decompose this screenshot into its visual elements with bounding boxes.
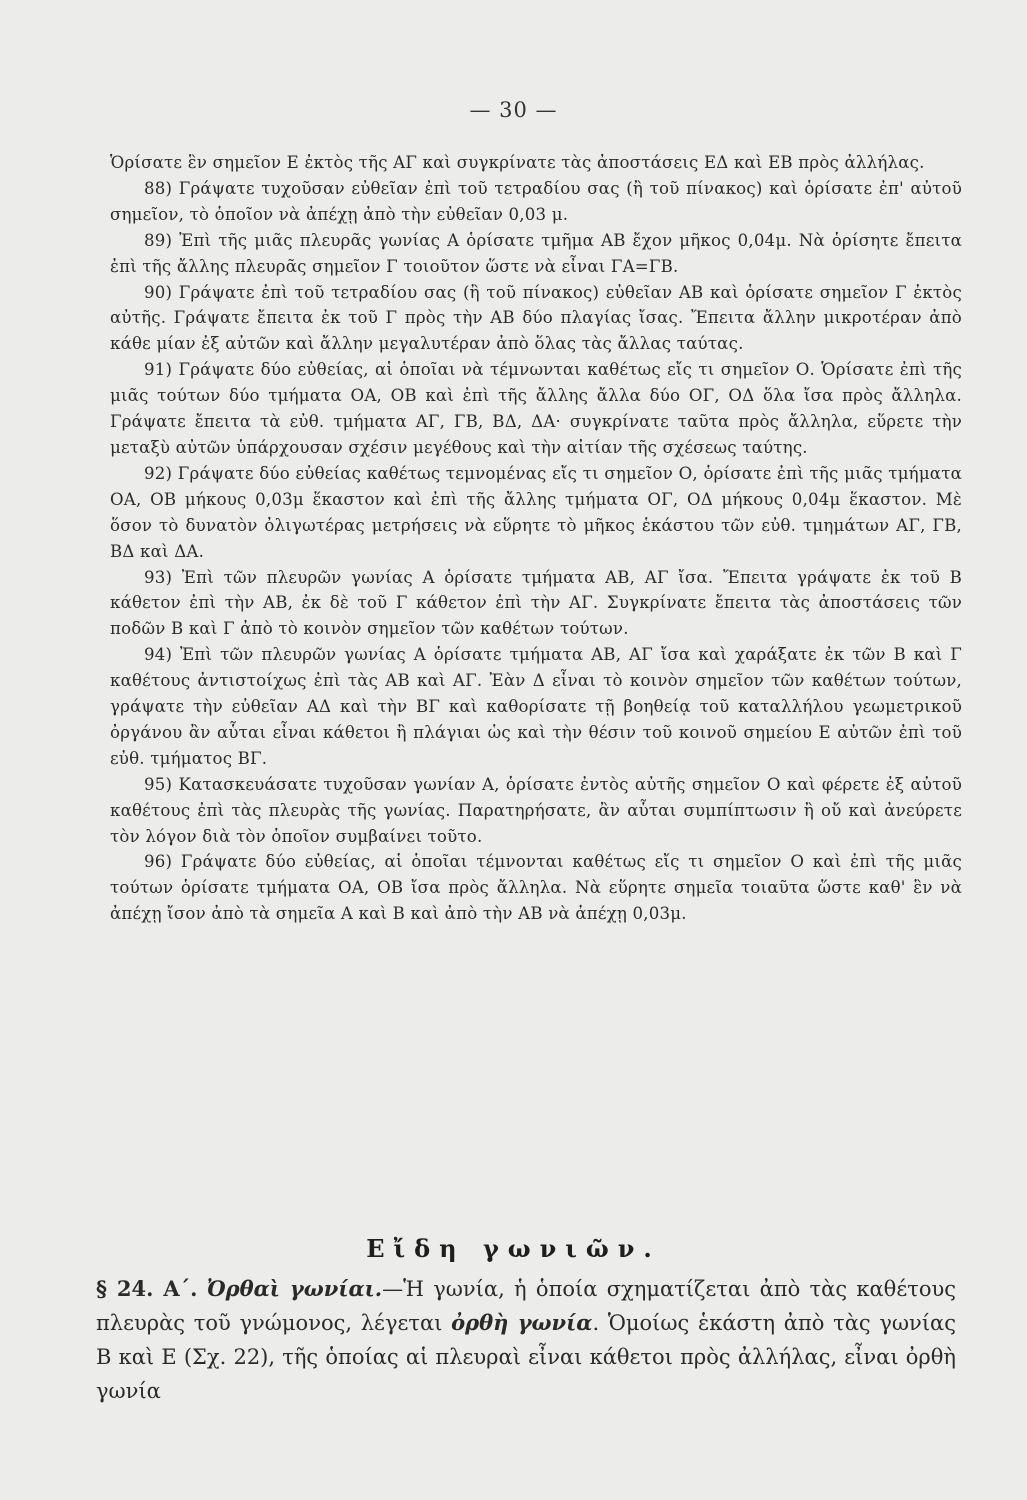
exercise-90: 90) Γράψατε ἐπὶ τοῦ τετραδίου σας (ἢ τοῦ πίνακος) εὐθεῖαν ΑΒ καὶ ὁρίσατε σημεῖον Γ ἐκτὸς αὐτῆς. Γράψατε ἔπειτα ἐκ τοῦ Γ πρὸς τὴν ΑΒ δύο πλαγίας ἴσας. Ἔπειτα ἄλλην μικροτέραν ἀπὸ κάθε μίαν ἐξ αὐτῶν καὶ ἄλλην μεγαλυτέραν ἀπὸ ὅλας τὰς ἄλλας ταύτας.: [110, 282, 962, 354]
exercise-88: 88) Γράψατε τυχοῦσαν εὐθεῖαν ἐπὶ τοῦ τετραδίου σας (ἢ τοῦ πίνακος) καὶ ὁρίσατε ἐπ' αὐτοῦ σημεῖον, τὸ ὁποῖον νὰ ἀπέχῃ ἀπὸ τὴν εὐθεῖαν 0,03 μ.: [110, 178, 962, 224]
section-term: ὀρθὴ γωνία: [451, 1310, 593, 1335]
section-text-1: —Ἡ γωνία, ἡ ὁποία σχηματίζεται ἀπὸ τὰς καθέτους πλευρὰς τοῦ γνώμονος, λέγεται: [96, 1277, 956, 1335]
exercise-91: 91) Γράψατε δύο εὐθείας, αἱ ὁποῖαι νὰ τέμνωνται καθέτως εἴς τι σημεῖον Ο. Ὁρίσατε ἐπὶ τῆς μιᾶς τούτων δύο τμήματα ΟΑ, ΟΒ καὶ ἐπὶ τῆς ἄλλης ἄλλα δύο ΟΓ, ΟΔ ὅλα ἴσα πρὸς ἄλληλα. Γράψατε ἔπειτα τὰ εὐθ. τμήματα ΑΓ, ΓΒ, ΒΔ, ΔΑ· συγκρίνατε ταῦτα πρὸς ἄλληλα, εὕρετε τὴν μεταξὺ αὐτῶν ὑπάρχουσαν σχέσιν μεγέθους καὶ τὴν αἰτίαν τῆς σχέσεως ταύτης.: [110, 360, 962, 457]
section-title: Ὀρθαὶ γωνίαι.: [206, 1276, 383, 1301]
exercise-95: 95) Κατασκευάσατε τυχοῦσαν γωνίαν Α, ὁρίσατε ἐντὸς αὐτῆς σημεῖον Ο καὶ φέρετε ἐξ αὐτοῦ καθέτους ἐπὶ τὰς πλευρὰς τῆς γωνίας. Παρατηρήσατε, ἂν αὗται συμπίπτωσιν ἢ οὔ καὶ ἀνεύρετε τὸν λόγον διὰ τὸν ὁποῖον συμβαίνει τοῦτο.: [110, 774, 962, 846]
exercise-94: 94) Ἐπὶ τῶν πλευρῶν γωνίας Α ὁρίσατε τμήματα ΑΒ, ΑΓ ἴσα καὶ χαράξατε ἐκ τῶν Β καὶ Γ καθέτους ἀντιστοίχως ἐπὶ τὰς ΑΒ καὶ ΑΓ. Ἐὰν Δ εἶναι τὸ κοινὸν σημεῖον τῶν καθέτων τούτων, γράψατε τὴν εὐθεῖαν ΑΔ καὶ τὴν ΒΓ καὶ καθορίσατε τῇ βοηθείᾳ τοῦ καταλλήλου γεωμετρικοῦ ὀργάνου ἂν αὗται εἶναι κάθετοι ἢ πλάγιαι ὡς καὶ τὴν θέσιν τοῦ κοινοῦ σημείου Ε αὐτῶν ἐπὶ τοῦ εὐθ. τμήματος ΒΓ.: [110, 645, 962, 768]
page-number: — 30 —: [469, 98, 558, 122]
exercise-paragraph: Ὁρίσατε ἓν σημεῖον Ε ἐκτὸς τῆς ΑΓ καὶ συγκρίνατε τὰς ἀποστάσεις ΕΔ καὶ ΕΒ πρὸς ἀλλήλας.: [110, 153, 925, 172]
section-paragraph: [96, 1272, 956, 1408]
exercise-list: [110, 150, 962, 927]
section-text-2: . Ὁμοίως ἑκάστη ἀπὸ τὰς γωνίας Β καὶ Ε (Σχ. 22), τῆς ὁποίας αἱ πλευραὶ εἶναι κάθετοι πρὸς ἀλλήλας, εἶναι ὀρθὴ γωνία: [96, 1311, 956, 1403]
exercise-92: 92) Γράψατε δύο εὐθείας καθέτως τεμνομένας εἴς τι σημεῖον Ο, ὁρίσατε ἐπὶ τῆς μιᾶς τμήματα ΟΑ, ΟΒ μήκους 0,03μ ἕκαστον καὶ ἐπὶ τῆς ἄλλης τμήματα ΟΓ, ΟΔ μήκους 0,04μ ἕκαστον. Μὲ ὅσον τὸ δυνατὸν ὀλιγωτέρας μετρήσεις νὰ εὕρητε τὸ μῆκος ἑκάστου τῶν εὐθ. τμημάτων ΑΓ, ΓΒ, ΒΔ καὶ ΔΑ.: [110, 463, 962, 561]
exercise-93: 93) Ἐπὶ τῶν πλευρῶν γωνίας Α ὁρίσατε τμήματα ΑΒ, ΑΓ ἴσα. Ἔπειτα γράψατε ἐκ τοῦ Β κάθετον ἐπὶ τὴν ΑΒ, ἐκ δὲ τοῦ Γ κάθετον ἐπὶ τὴν ΑΓ. Συγκρίνατε ἔπειτα τὰς ἀποστάσεις τῶν ποδῶν Β καὶ Γ ἀπὸ τὸ κοινὸν σημεῖον τῶν καθέτων τούτων.: [110, 567, 962, 639]
section-heading: Εἴδη γωνιῶν.: [366, 1234, 661, 1263]
exercise-89: 89) Ἐπὶ τῆς μιᾶς πλευρᾶς γωνίας Α ὁρίσατε τμῆμα ΑΒ ἔχον μῆκος 0,04μ. Νὰ ὁρίσητε ἔπειτα ἐπὶ τῆς ἄλλης πλευρᾶς σημεῖον Γ τοιοῦτον ὥστε νὰ εἶναι ΓΑ=ΓΒ.: [110, 230, 962, 276]
exercise-96: 96) Γράψατε δύο εὐθείας, αἱ ὁποῖαι τέμνονται καθέτως εἴς τι σημεῖον Ο καὶ ἐπὶ τῆς μιᾶς τούτων ὁρίσατε τμήματα ΟΑ, ΟΒ ἴσα πρὸς ἄλληλα. Νὰ εὕρητε σημεῖα τοιαῦτα ὥστε καθ' ἓν νὰ ἀπέχῃ ἴσον ἀπὸ τὰ σημεῖα Α καὶ Β καὶ ἀπὸ τὴν ΑΒ νὰ ἀπέχῃ 0,03μ.: [110, 852, 962, 924]
section-number: § 24. Α΄.: [96, 1276, 198, 1301]
